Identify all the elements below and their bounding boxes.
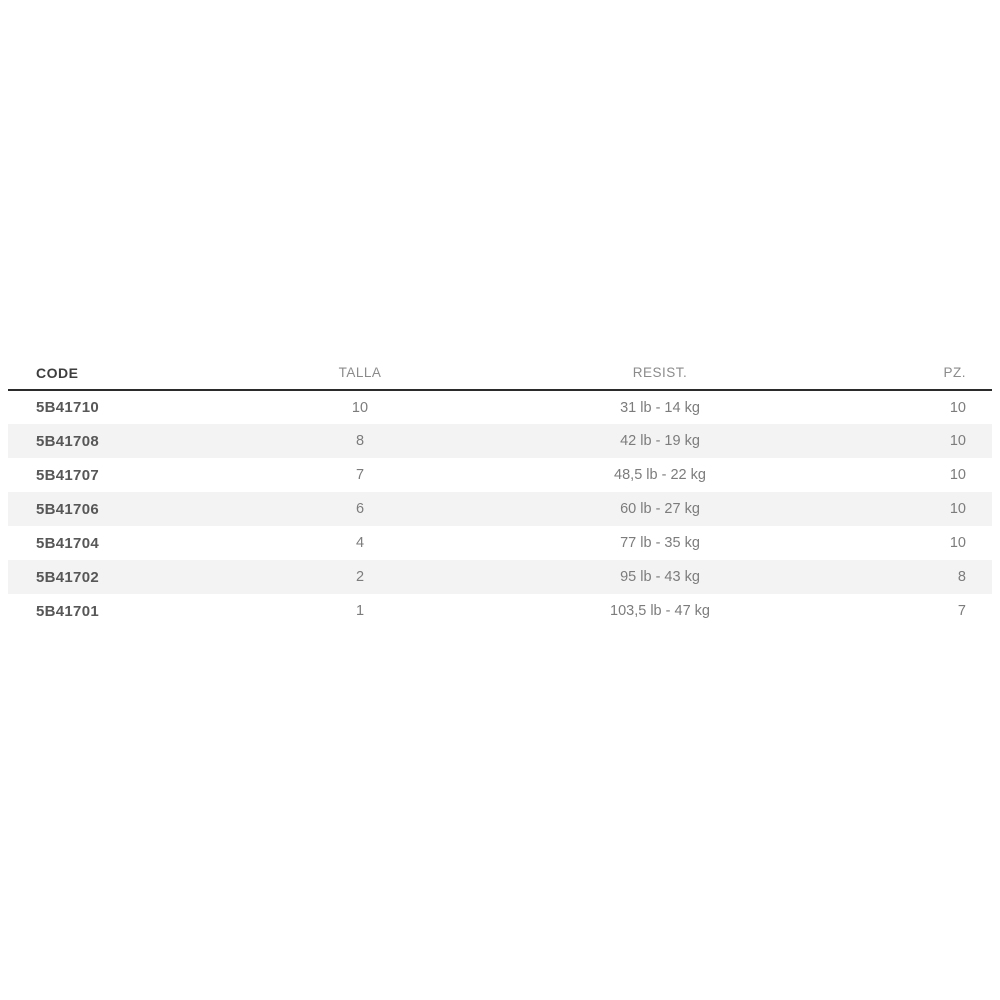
code-cell: 5B41710 [36,399,99,416]
pz-cell: 7 [957,603,966,619]
resist-cell: 95 lb - 43 kg [620,569,700,585]
code-cell: 5B41701 [36,602,99,620]
table-row [8,458,992,492]
column-header-pz: PZ. [830,356,992,390]
pz-cell: 10 [949,501,966,517]
resist-cell: 103,5 lb - 47 kg [610,603,710,619]
table-row [8,492,992,526]
code-cell: 5B41708 [36,432,99,450]
table-row [8,526,992,560]
table-row [8,560,992,594]
table-header-row [8,356,992,390]
talla-cell: 6 [355,501,365,517]
talla-cell: 7 [355,467,365,483]
resist-cell: 48,5 lb - 22 kg [614,467,706,483]
code-cell: 5B41707 [36,466,99,484]
column-header-talla: TALLA [230,356,490,390]
talla-cell: 1 [355,603,365,619]
talla-cell: 2 [355,569,365,585]
resist-cell: 31 lb - 14 kg [620,399,700,416]
code-cell: 5B41704 [36,534,99,552]
pz-cell: 10 [949,535,966,551]
column-header-resist: RESIST. [490,356,830,390]
product-spec-table [8,356,992,628]
table-header [8,356,992,390]
talla-cell: 8 [355,433,365,449]
table-row [8,594,992,628]
resist-cell: 77 lb - 35 kg [620,535,700,551]
resist-cell: 60 lb - 27 kg [620,501,700,517]
pz-cell: 8 [957,569,966,585]
pz-cell: 10 [949,399,966,416]
table-row [8,424,992,458]
pz-cell: 10 [949,433,966,449]
code-cell: 5B41706 [36,500,99,518]
talla-cell: 4 [355,535,365,551]
column-header-code: CODE [8,356,230,390]
code-cell: 5B41702 [36,568,99,586]
table-body [8,390,992,628]
table-row [8,390,992,424]
talla-cell: 10 [351,399,369,416]
resist-cell: 42 lb - 19 kg [620,433,700,449]
pz-cell: 10 [949,467,966,483]
